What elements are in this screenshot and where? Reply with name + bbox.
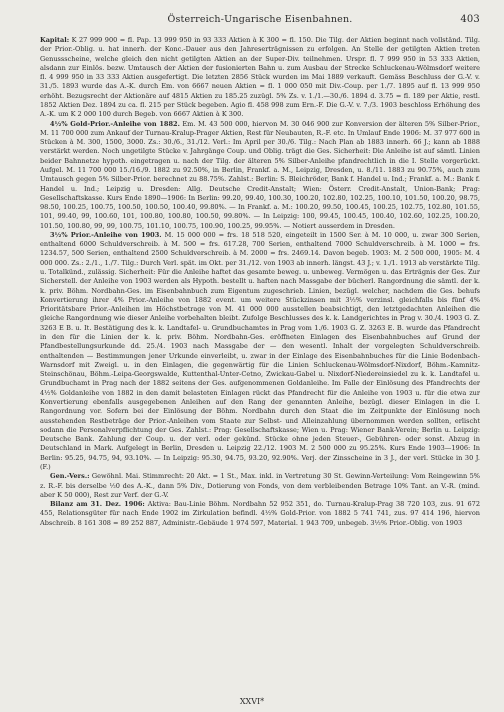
paragraph-text: Gewöhnl. Mai. Stimmrecht: 20 Akt. = 1 St., Max. inkl. in Vertretung 30 St. Gewinn-Verteilung: Vom Reingewinn 5% z. R.-F. bis derselbe ½0 des A.-K., dann 5% Div., Dotierung von Fonds, von dem verbleibenden Betrage 10% Tant. an V.-R. (mind. aber K 50 000), Rest zur Verf. der G.-V. bbox=[40, 472, 480, 499]
paragraph-text: Aktiva: Bau-Linie Böhm. Nordbahn 52 952 351, do. Turnau-Kralup-Prag 38 720 103, zus. 91 672 455, Relationsgüter für nach Ende 1902 im Zirkulation befindl. 4½% Gold-Prior. von 1882 5 741 741, zus. 97 414 196, hiervon Abschreib. 8 161 308 = 89 252 887, Administr.-Gebäude 1 974 597, Material. 1 943 709, unbegeb. 3½% Prior.-Oblig. von 1903 bbox=[40, 500, 480, 527]
document-body bbox=[40, 36, 480, 528]
paragraph-heading: 4½% Gold-Prior.-Anleihe von 1882. bbox=[50, 119, 180, 128]
paragraph-heading: Bilanz am 31. Dez. 1906: bbox=[50, 500, 145, 509]
page-number: 403 bbox=[460, 14, 480, 25]
signature-mark: XXVI* bbox=[239, 697, 265, 706]
paragraph-gold-prior-1882 bbox=[40, 120, 480, 231]
running-title: Österreich-Ungarische Eisenbahnen. bbox=[167, 14, 353, 25]
paragraph-text: K 27 999 900 = fl. Pap. 13 999 950 in 93 333 Aktien à K 300 = fl. 150. Die Tilg. der Aktien beginnt nach vollständ. Tilg. der Prior.-Oblig. u. hat innerh. der Konc.-Dauer aus den Jahreserträgnissen zu erfolgen. An Stelle der getilgten Aktien treten Genussscheine, welche gleich den nicht getilgten Aktien an der Super-Div. teilnehmen. Urspr. fl. 7 999 950 in 53 333 Aktien, alsdann zur Einlös. bezw. Umtausch der Aktien der fusionierten Bahn u. zum Ausbau der Strecke Schluckenau-Wölmsdorf weitere fl. 4 999 950 in 33 333 Aktien ausgefertigt. Die letzten 2856 Stück wurden im Mai 1889 verkauft. Gemäss Beschluss der G.-V. v. 31./5. 1893 wurde das A.-K. durch Em. von 6667 neuen Aktien = fl. 1 000 050 mit Div.-Coup. per 1./7. 1895 auf fl. 13 999 950 erhöht. Bezugsrecht der Aktionäre auf 4815 Aktien zu 185.25 zuzügl. 5% Zs. v. 1./1.—30./6. 1894 d. 3.75 = fl. 189 per Aktie, restl. 1852 Aktien Dez. 1894 zu ca. fl. 215 per Stück begeben. Agio fl. 458 998 zum Ern.-F. Die G.-V. v. 7./3. 1903 beschloss Erhöhung des A.-K. um K 2 000 100 durch Begeb. von 6667 Aktien à K 300. bbox=[40, 36, 480, 119]
running-header bbox=[40, 14, 480, 30]
paragraph-text: M. 15 000 000 = frs. 18 518 520, eingeteilt in 1500 Ser. à M. 10 000, u. zwar 300 Serien, enthaltend 6000 Schuldverschreib. à M. 500 = frs. 617.28, 700 Serien, enthaltend 7000 Schuldverschreib. à M. 1000 = frs. 1234.57, 500 Serien, enthaltend 2500 Schuldverschreib. à M. 2000 = frs. 2469.14. Davon begeb. 1903: M. 2 500 000, 1905: M. 4 000 000. Zs.: 2./1., 1./7. Tilg.: Durch Verl. spät. im Okt. per 31./12. von 1903 ab innerh. längst. 43 J.; v. 1./1. 1913 ab verstärkte Tilg. u. Totalkünd., zulässig. Sicherheit: Für die Anleihe haftet das gesamte beweg. u. unbeweg. Vermögen u. das Erträgnis der Ges. Zur Sicherstell. der Anleihe von 1903 werden als Hypoth. bestellt u. haften nach Massgabe der bücherl. Rangordnung die sämtl. der k. k. priv. Böhm. Nordbahn-Ges. im Eisenbahnbuch zum Eigentum zugeschrieb. Linien, bezügl. welcher, nachdem die Ges. behufs Konvertierung ihrer 4% Prior.-Anleihe von 1882 event. um weitere Stückzinsen mit 3½% verzinsl. gleichfalls bis fünf 4% Prioritätsbare Prior.-Anleihen im Höchstbetrage von M. 41 000 000 ausstellen beabsichtigt, den letztgedachten Anleihen die gleiche Rangordnung wie dieser Anleihe vorbehalten bleibt. Zufolge Beschlusses des k. k. Landgerichtes in Prag v. 30./4. 1903 G. Z. 3263 E B. u. It. Bestätigung des k. k. Landtafel- u. Grundbuchamtes in Prag vom 1./6. 1903 G. Z. 3263 E. B. wurde das Pfandrecht in den für die Linien der k. k. priv. Böhm. Nordbahn-Ges. eröffneten Einlagen des Eisenbahnbuches auf Grund der Pfandbestellungsurkunde dd. 25./4. 1903 nach Massgabe der — den wesentl. Inhalt der vorgelegten Schuldverschreib. enthaltenden — Bestimmungen jener Urkunde einverleibt, u. zwar in der Einlage des Eisenbahnbuches für die Linie Bodenbach-Warnsdorf mit Zweigl. u. in den Einlagen, die gegenwärtig für die Linien Schluckenau-Wölmsdorf-Nixdorf, Böhm.-Kamnitz-Steinschönau, Böhm.-Leipa-Georgswalde, Kuttenthal-Unter-Cetno, Zwickau-Gabel u. Nixdorf-Niedereinsiedel zu k. k. Landtafel u. Grundbuchamt in Prag nach der 1882 seitens der Ges. aufgenommenen Goldanleihe. Im Falle der Einlösung des Pfandrechts der 4½% Goldanleihe von 1882 in den damit belasteten Einlagen rückt das Pfandrecht für die Anleihe von 1903 u. für die etwa zur Konvertierung ebenfalls ausgegebenen Anleihen auf den Rang der genannten Anleihe, bezügl. dieser Einlagen in die I. Rangordnung vor. Sofern bei der Einlösung der Böhm. Nordbahn durch den Staat die im Zeitpunkte der Einlösung noch ausstehenden Restbeträge der Prior.-Anleihen vom Staate zur Selbst- und Alleinzahlung übernommen werden sollten, erlischt sodann die Personalverpflichtung der Ges. Zahlst.: Prag: Gesellschaftskasse; Wien u. Prag: Wiener Bank-Verein; Berlin u. Leipzig: Deutsche Bank. Zahlung der Coup. u. der verl. oder gekünd. Stücke ohne jeden Steuer-, Gebühren- oder sonst. Abzug in Deutschland in Mark. Aufgelegt in Berlin, Dresden u. Leipzig 22./12. 1903 M. 2 500 000 zu 95.25%. Kurs Ende 1903—1906: In Berlin: 95.25, 94.75, 94, 93.10%. — In Leipzig: 95.30, 94.75, 93.20, 92.90%. Verj. der Zinsscheine in 3 J., der verl. Stücke in 30 J. (F.) bbox=[40, 230, 480, 471]
paragraph-heading: Kapital: bbox=[40, 36, 70, 44]
paragraph-text: Em. M. 43 500 000, hiervon M. 30 046 900 zur Konversion der älteren 5% Silber-Prior., M. 11 700 000 zum Ankauf der Turnau-Kralup-Prager Aktien, Rest für Neubauten, R.-F. etc. In Umlauf Ende 1906: M. 37 977 600 in Stücken à M. 300, 1500, 3000. Zs.: 30./6., 31./12. Verl.: Im April per 30./6. Tilg.: Nach Plan ab 1883 innerh. 66 J.; kann ab 1888 verstärkt werden. Noch ungetilgte Stücke v. Jahrgänge Coup. und Oblig. trägt die Ges. Sicherheit: Die Anleihe ist auf sämtl. Linien beider Bahnnetze hypoth. eingetragen u. nach der Tilg. der älteren 5% Silber-Anleihe pfandrechtlich in die I. Stelle vorgerückt. Aufgel. M. 11 700 000 15./16./9. 1882 zu 92.50%, in Berlin, Frankf. a. M., Leipzig, Dresden, u. 8./11. 1883 zu 90.75%, auch zum Umtausch gegen 5% Silber-Prior. berechnet zu 88.75%. Zahlst.: Berlin: S. Bleichröder, Bank f. Handel u. Ind.; Frankf. a. M.: Bank f. Handel u. Ind.; Leipzig u. Dresden: Allg. Deutsche Credit-Anstalt; Wien: Österr. Credit-Anstalt, Union-Bank; Prag: Gesellschaftskasse. Kurs Ende 1890—1906: In Berlin: 99.20, 99.40, 100.30, 100.20, 102.80, 102.25, 100.10, 101.50, 100.20, 98.75, 98.50, 100.25, 100.75, 100.50, 100.50, 100.40, 99.80%. — In Frankf. a. M.: 100.20, 99.50, 100.45, 100.25, 102.75, 102.80, 101.55, 101, 99.40, 99, 100.60, 101, 100.80, 100.80, 100.50, 99.80%. — In Leipzig: 100, 99.45, 100.45, 100.40, 102.60, 102.25, 100.20, 101.50, 100.80, 99, 99, 100.75, 101.10, 100.75, 100.90, 100.25, 99.95%. — Notiert ausserdem in Dresden. bbox=[40, 119, 481, 230]
paragraph-heading: Gen.-Vers.: bbox=[50, 472, 90, 481]
paragraph-heading: 3½% Prior.-Anleihe von 1903. bbox=[50, 230, 162, 239]
paragraph-bilanz bbox=[40, 500, 480, 528]
paragraph-gen-vers bbox=[40, 472, 480, 500]
paragraph-prior-1903 bbox=[40, 231, 480, 472]
paragraph-kapital bbox=[40, 36, 480, 120]
